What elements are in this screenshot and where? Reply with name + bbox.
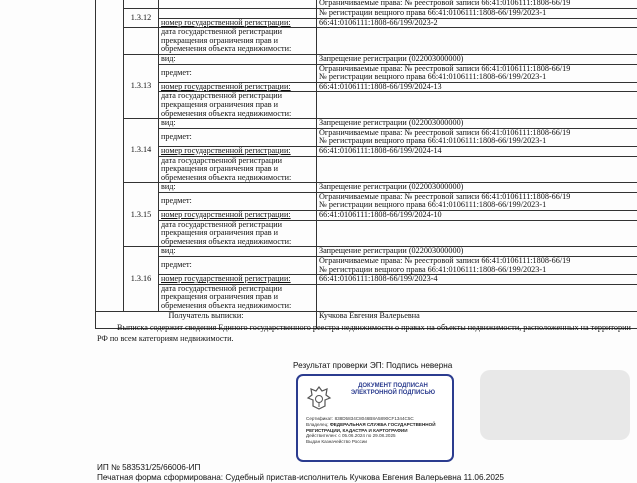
- watermark-logo: [470, 360, 637, 450]
- entry-number: 1.3.12: [124, 9, 159, 28]
- table-row: [96, 128, 637, 146]
- entry-number: 1.3.15: [124, 183, 159, 247]
- signature-check-result: Результат проверки ЭП: Подпись неверна: [293, 361, 452, 370]
- table-row: [96, 28, 637, 55]
- field-label: номер государственной регистрации:: [159, 275, 317, 285]
- table-row: [96, 54, 637, 64]
- table-row: [96, 64, 637, 82]
- ip-number: ИП № 583531/25/66006-ИП: [97, 463, 504, 473]
- field-label: дата государственной регистрации прекращения ограничения прав и обременения объекта недвижимости:: [159, 28, 317, 55]
- field-label: номер государственной регистрации:: [159, 18, 317, 28]
- owner-line: Владелец: ФЕДЕРАЛЬНАЯ СЛУЖБА ГОСУДАРСТВЕННОЙ: [306, 422, 450, 428]
- field-label: вид:: [159, 119, 317, 129]
- field-label: предмет:: [159, 192, 317, 210]
- field-label: дата государственной регистрации прекращения ограничения прав и обременения объекта недвижимости:: [159, 92, 317, 119]
- table-row: [96, 82, 637, 92]
- field-label: дата государственной регистрации прекращения ограничения прав и обременения объекта недвижимости:: [159, 156, 317, 183]
- registration-number: 66:41:0106111:1808-66/199/2023-2: [317, 18, 637, 28]
- statement-text: Выписка содержит сведения Единого государственного реестра недвижимости о правах на объекты недвижимости, расположенных на территории РФ по всем категориям недвижимости.: [97, 322, 637, 344]
- table-row: [96, 220, 637, 247]
- entry-number: 1.3.13: [124, 54, 159, 118]
- print-form-info: Печатная форма сформирована: Судебный пристав-исполнитель Кучкова Евгения Валерьевна 11.06.2025: [97, 473, 504, 483]
- table-row: [96, 146, 637, 156]
- recipient-name: Кучкова Евгения Валерьевна: [317, 311, 637, 328]
- stamp-info: [306, 416, 450, 445]
- table-row: [96, 18, 637, 28]
- field-label: номер государственной регистрации:: [159, 146, 317, 156]
- recipient-label: Получатель выписки:: [96, 311, 317, 328]
- entry-number: 1.3.16: [124, 247, 159, 311]
- owner-line-2: РЕГИСТРАЦИИ, КАДАСТРА И КАРТОГРАФИИ: [306, 428, 450, 434]
- field-label: вид:: [159, 183, 317, 193]
- subject-value: Ограничиваемые права: № реестровой записи 66:41:0106111:1808-66/19 № регистрации вещного права 66:41:0106111:1808-66/199/2023-1: [317, 257, 637, 275]
- table-row: [96, 275, 637, 285]
- stamp-title: ДОКУМЕНТ ПОДПИСАН ЭЛЕКТРОННОЙ ПОДПИСЬЮ: [338, 383, 448, 397]
- table-row: [96, 156, 637, 183]
- entry-number: 1.3.14: [124, 119, 159, 183]
- field-label: номер государственной регистрации:: [159, 211, 317, 221]
- field-label: вид:: [159, 54, 317, 64]
- registration-number: 66:41:0106111:1808-66/199/2024-13: [317, 82, 637, 92]
- table-row: [96, 9, 637, 19]
- type-value: Запрещение регистрации (022003000000): [317, 183, 637, 193]
- restrictions-table: [95, 0, 637, 329]
- registration-number: 66:41:0106111:1808-66/199/2024-14: [317, 146, 637, 156]
- table-row: [96, 0, 637, 9]
- field-label: дата государственной регистрации прекращения ограничения прав и обременения объекта недвижимости:: [159, 220, 317, 247]
- coat-of-arms-icon: [305, 384, 333, 412]
- table-row: [96, 183, 637, 193]
- field-label: предмет:: [159, 64, 317, 82]
- subject-value: Ограничиваемые права: № реестровой записи 66:41:0106111:1808-66/19 № регистрации вещного права 66:41:0106111:1808-66/199/2023-1: [317, 128, 637, 146]
- field-label: вид:: [159, 247, 317, 257]
- electronic-signature-stamp: [296, 374, 454, 462]
- table-row: [96, 119, 637, 129]
- field-label: номер государственной регистрации:: [159, 82, 317, 92]
- field-label: предмет:: [159, 128, 317, 146]
- subject-value: Ограничиваемые права: № реестровой записи 66:41:0106111:1808-66/19: [317, 0, 637, 9]
- table-row: [96, 247, 637, 257]
- field-label: дата государственной регистрации прекращения ограничения прав и обременения объекта недвижимости:: [159, 284, 317, 311]
- table-row: [96, 192, 637, 210]
- table-row: [96, 257, 637, 275]
- type-value: Запрещение регистрации (022003000000): [317, 54, 637, 64]
- footer: [97, 463, 504, 483]
- field-label: предмет:: [159, 257, 317, 275]
- table-row: [96, 211, 637, 221]
- table-row: [96, 92, 637, 119]
- subject-value: Ограничиваемые права: № реестровой записи 66:41:0106111:1808-66/19 № регистрации вещного права 66:41:0106111:1808-66/199/2023-1: [317, 192, 637, 210]
- registration-number: 66:41:0106111:1808-66/199/2024-10: [317, 211, 637, 221]
- subject-value: № регистрации вещного права 66:41:0106111:1808-66/199/2023-1: [317, 9, 637, 19]
- certificate-line: Сертификат: 838D5834C8046B8A5890CF1344C5C: [306, 416, 450, 422]
- subject-value: Ограничиваемые права: № реестровой записи 66:41:0106111:1808-66/19 № регистрации вещного права 66:41:0106111:1808-66/199/2023-1: [317, 64, 637, 82]
- type-value: Запрещение регистрации (022003000000): [317, 247, 637, 257]
- validity-line: Действителен: с 05.06.2024 по 29.08.2025: [306, 433, 450, 439]
- registration-number: 66:41:0106111:1808-66/199/2023-4: [317, 275, 637, 285]
- table-row: [96, 284, 637, 311]
- type-value: Запрещение регистрации (022003000000): [317, 119, 637, 129]
- issuer-line: Выдан Казначейство России: [306, 439, 450, 445]
